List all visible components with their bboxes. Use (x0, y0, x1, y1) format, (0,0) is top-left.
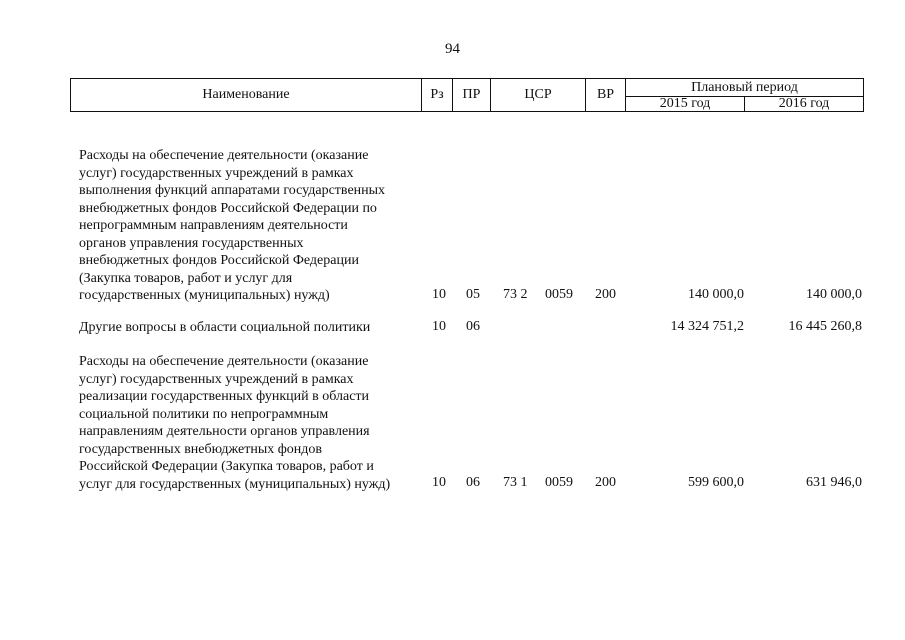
header-csr: ЦСР (491, 79, 586, 111)
row-pr: 06 (466, 475, 480, 490)
header-year-2015: 2015 год (626, 96, 745, 112)
row-name: Расходы на обеспечение деятельности (оказание услуг) государственных учреждений в рамках выполнения функций аппаратами государственных внебюджетных фондов Российской Федерации по непрограммным направлениям деятельности органов управления государственных внебюджетных фондов Российской Федерации (Закупка товаров, работ и услуг для государственных (муниципальных) нужд) (79, 148, 386, 303)
row-amount-2015: 14 324 751,2 (670, 319, 744, 334)
row-vr: 200 (595, 475, 616, 490)
row-name: Расходы на обеспечение деятельности (оказание услуг) государственных учреждений в рамках реализации государственных функций в области социальной политики по непрограммным направлениям деятельности органов управления государственных внебюджетных фондов Российской Федерации (Закупка товаров, работ и услуг для государственных (муниципальных) нужд) (79, 354, 391, 492)
row-csr-part1: 73 1 (503, 475, 528, 490)
row-csr-part1: 73 2 (503, 287, 528, 302)
header-rz: Рз (422, 79, 453, 111)
row-rz: 10 (432, 475, 446, 490)
header-pr: ПР (453, 79, 491, 111)
table-header (70, 78, 864, 112)
row-vr: 200 (595, 287, 616, 302)
row-rz: 10 (432, 319, 446, 334)
row-amount-2016: 140 000,0 (806, 287, 862, 302)
row-pr: 05 (466, 287, 480, 302)
header-planned-period-group (626, 79, 863, 111)
header-planned-period: Плановый период (626, 79, 863, 97)
row-csr-part2: 0059 (545, 475, 573, 490)
row-csr-part2: 0059 (545, 287, 573, 302)
header-name: Наименование (71, 79, 422, 111)
row-rz: 10 (432, 287, 446, 302)
row-amount-2016: 16 445 260,8 (788, 319, 862, 334)
page-number: 94 (445, 41, 460, 57)
row-amount-2016: 631 946,0 (806, 475, 862, 490)
header-year-2016: 2016 год (778, 96, 830, 111)
row-pr: 06 (466, 319, 480, 334)
header-vr: ВР (586, 79, 626, 111)
row-amount-2015: 599 600,0 (688, 475, 744, 490)
row-name: Другие вопросы в области социальной политики (79, 320, 371, 335)
row-amount-2015: 140 000,0 (688, 287, 744, 302)
